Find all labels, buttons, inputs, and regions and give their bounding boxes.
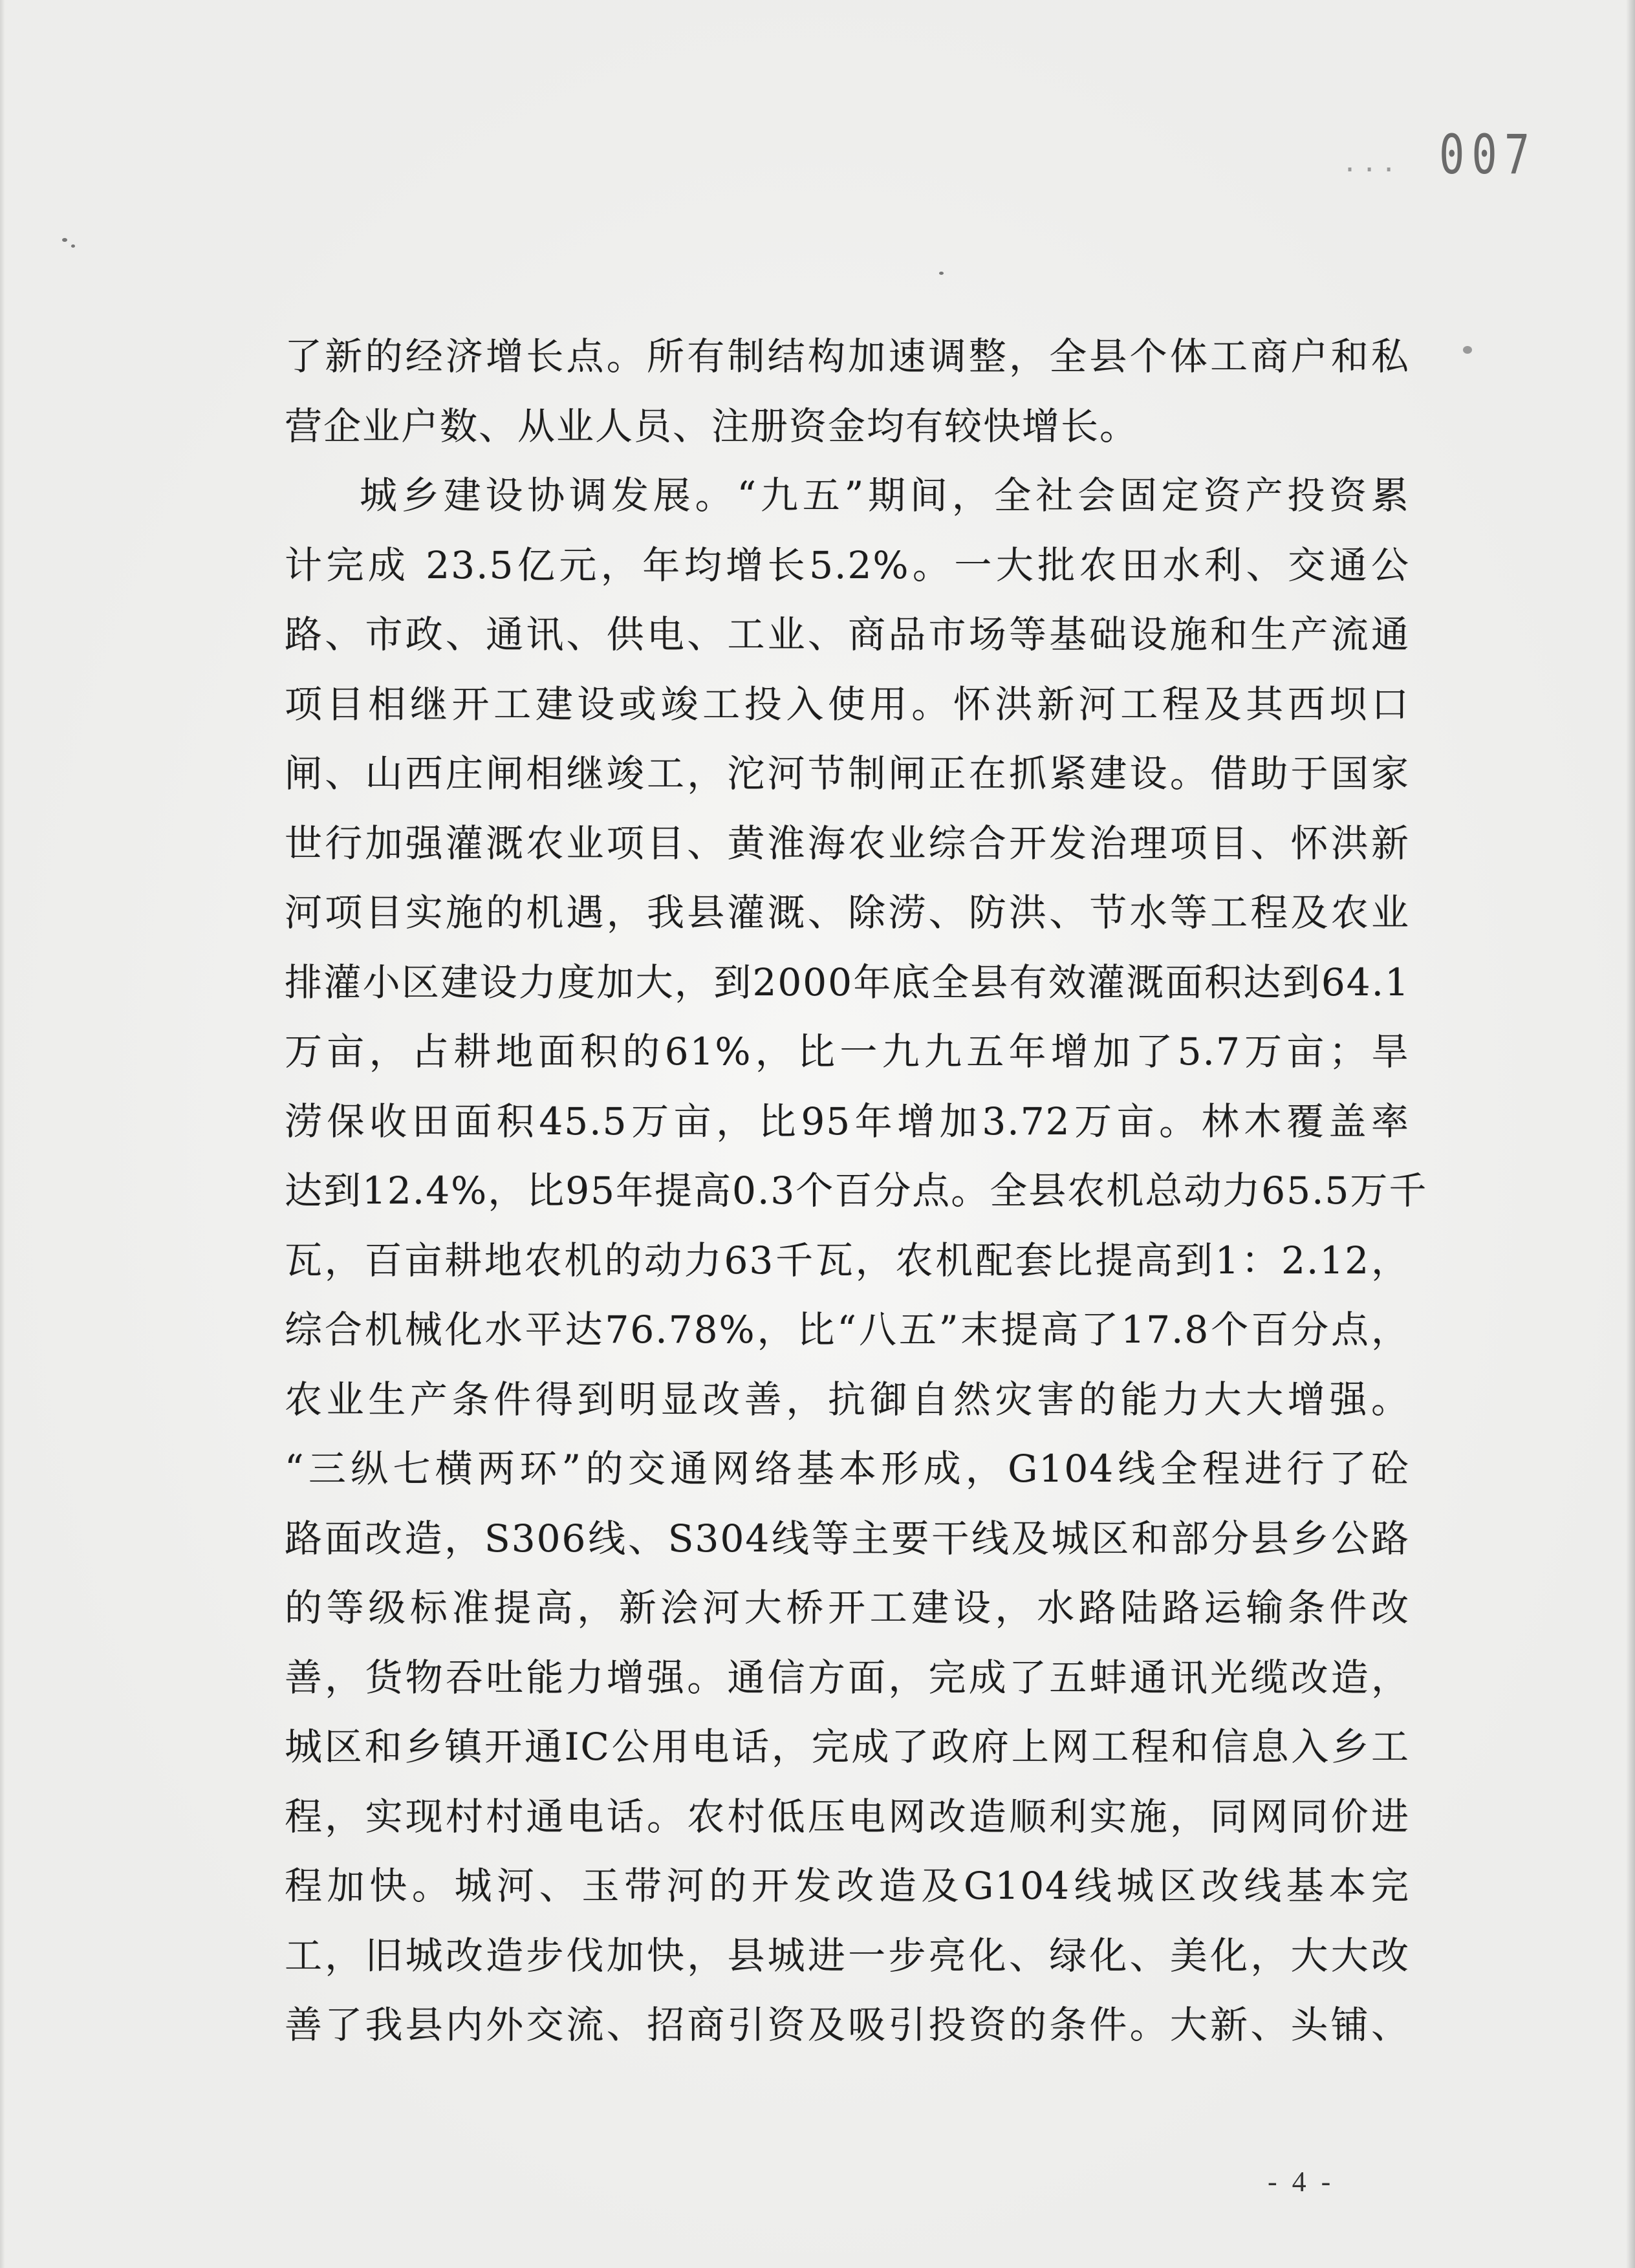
page-number: - 4 -: [1268, 2166, 1335, 2198]
text-line: 城区和乡镇开通IC公用电话，完成了政府上网工程和信息入乡工: [285, 1725, 1410, 1769]
text-line: 万亩，占耕地面积的61%，比一九九五年增加了5.7万亩；旱: [285, 1030, 1410, 1074]
text-line: 涝保收田面积45.5万亩，比95年增加3.72万亩。林木覆盖率: [285, 1099, 1410, 1143]
scan-speck: [71, 244, 75, 248]
scan-speck: [62, 238, 67, 242]
stamp-dots: ···: [1342, 155, 1401, 185]
text-line: 瓦，百亩耕地农机的动力63千瓦，农机配套比提高到1：2.12，: [285, 1238, 1410, 1282]
text-line: 路、市政、通讯、供电、工业、商品市场等基础设施和生产流通: [285, 612, 1410, 656]
text-line: 善，货物吞吐能力增强。通信方面，完成了五蚌通讯光缆改造，: [285, 1655, 1410, 1700]
text-line: 世行加强灌溉农业项目、黄淮海农业综合开发治理项目、怀洪新: [285, 821, 1410, 865]
text-line: 项目相继开工建设或竣工投入使用。怀洪新河工程及其西坝口: [285, 682, 1410, 726]
text-line: 城乡建设协调发展。“九五”期间，全社会固定资产投资累: [360, 473, 1410, 517]
archive-page-stamp: 007: [1439, 123, 1537, 186]
text-line: “三纵七横两环”的交通网络基本形成，G104线全程进行了砼: [285, 1447, 1410, 1491]
text-line: 工，旧城改造步伐加快，县城进一步亮化、绿化、美化，大大改: [285, 1933, 1410, 1978]
text-line: 计完成 23.5亿元，年均增长5.2%。一大批农田水利、交通公: [285, 543, 1410, 587]
text-line: 路面改造，S306线、S304线等主要干线及城区和部分县乡公路: [285, 1516, 1410, 1561]
text-line: 达到12.4%，比95年提高0.3个百分点。全县农机总动力65.5万千: [285, 1169, 1428, 1213]
text-line: 的等级标准提高，新浍河大桥开工建设，水路陆路运输条件改: [285, 1586, 1410, 1630]
text-line: 了新的经济增长点。所有制结构加速调整，全县个体工商户和私: [285, 334, 1410, 378]
text-line: 营企业户数、从业人员、注册资金均有较快增长。: [285, 404, 1139, 448]
text-line: 程加快。城河、玉带河的开发改造及G104线城区改线基本完: [285, 1864, 1410, 1908]
text-line: 程，实现村村通电话。农村低压电网改造顺利实施，同网同价进: [285, 1794, 1410, 1839]
scan-edge-left: [0, 0, 5, 2268]
text-line: 农业生产条件得到明显改善，抗御自然灾害的能力大大增强。: [285, 1377, 1410, 1421]
text-line: 河项目实施的机遇，我县灌溉、除涝、防洪、节水等工程及农业: [285, 891, 1410, 934]
scan-edge-right: [1626, 0, 1635, 2268]
scan-speck: [1463, 346, 1472, 354]
text-line: 闸、山西庄闸相继竣工，沱河节制闸正在抓紧建设。借助于国家: [285, 751, 1410, 795]
text-line: 综合机械化水平达76.78%，比“八五”末提高了17.8个百分点，: [285, 1308, 1410, 1352]
scan-speck: [939, 272, 944, 275]
text-line: 排灌小区建设力度加大，到2000年底全县有效灌溉面积达到64.1: [285, 960, 1410, 1004]
text-line: 善了我县内外交流、招商引资及吸引投资的条件。大新、头铺、: [285, 2003, 1410, 2047]
body-text: [285, 322, 1428, 2060]
